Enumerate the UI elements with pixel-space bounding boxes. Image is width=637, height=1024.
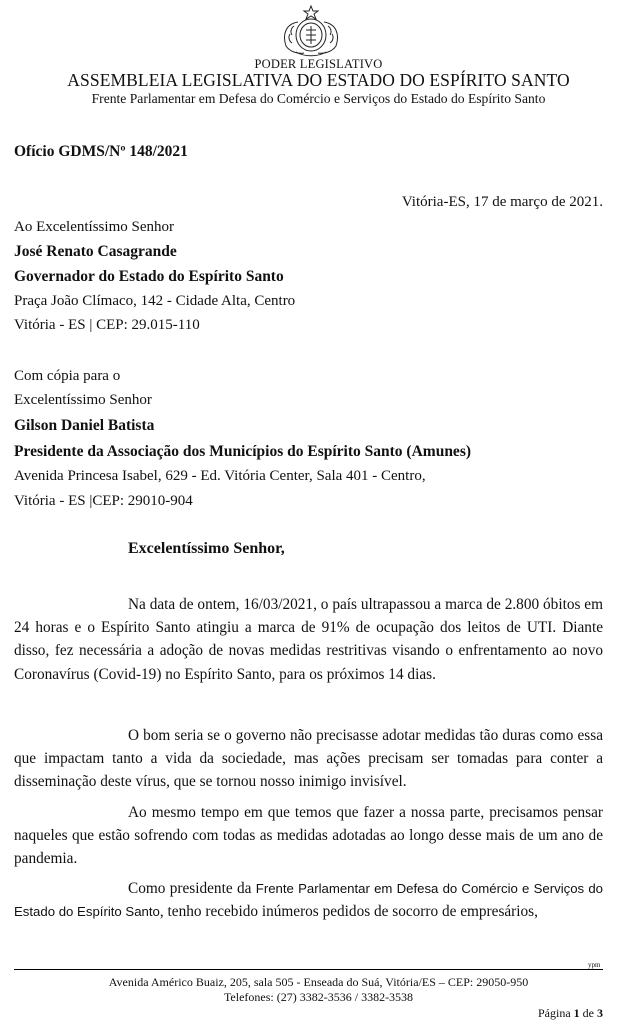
footer-divider [14,969,603,970]
recipient-title: Governador do Estado do Espírito Santo [14,268,284,285]
recipient-name: José Renato Casagrande [14,243,177,260]
recipient-address-line2: Vitória - ES | CEP: 29.015-110 [14,317,200,333]
recipient-greeting: Ao Excelentíssimo Senhor [14,219,174,235]
recipient-address-line1: Praça João Clímaco, 142 - Cidade Alta, Centro [14,293,296,309]
state-coat-of-arms-icon [276,2,346,58]
header-institution: ASSEMBLEIA LEGISLATIVA DO ESTADO DO ESPÍRITO SANTO [67,70,570,90]
salutation: Excelentíssimo Senhor, [128,540,285,557]
body-paragraph-2: O bom seria se o governo não precisasse adotar medidas tão duras como essa que impactam tanto a vida da sociedade, mas ações precisam ser tomadas para conter a disseminação deste vírus, que se tornou nosso inimigo invisível. [14,727,603,791]
oficio-number: Ofício GDMS/Nº 148/2021 [14,143,188,160]
body-paragraph-3: Ao mesmo tempo em que temos que fazer a nossa parte, precisamos pensar naqueles que estão sofrendo com todas as medidas adotadas ao longo desse mais de um ano de pandemia. [14,804,603,868]
footer-address: Avenida Américo Buaiz, 205, sala 505 - Enseada do Suá, Vitória/ES – CEP: 29050-950 [108,975,529,989]
header-branch: PODER LEGISLATIVO [254,57,383,71]
header-front: Frente Parlamentar em Defesa do Comércio e Serviços do Estado do Espírito Santo [91,91,546,106]
footer-phones: Telefones: (27) 3382-3536 / 3382-3538 [223,990,414,1004]
letter-date: Vitória-ES, 17 de março de 2021. [401,194,603,210]
copy-title: Presidente da Associação dos Municípios do Espírito Santo (Amunes) [14,443,472,460]
typist-initials: ypm [588,961,601,969]
copy-greeting: Excelentíssimo Senhor [14,392,152,408]
body-paragraph-1: Na data de ontem, 16/03/2021, o país ultrapassou a marca de 2.800 óbitos em 24 horas e o Espírito Santo atingiu a marca de 91% de ocupação dos leitos de UTI. Diante disso, fez necessária a adoção de novas medidas restritivas visando o enfrentamento ao novo Coronavírus (Covid-19) no Espírito Santo, para os próximos 14 dias. [14,596,603,683]
body-paragraph-4: Como presidente da Frente Parlamentar em Defesa do Comércio e Serviços do Estado do Espírito Santo, tenho recebido inúmeros pedidos de socorro de empresários, [14,880,604,921]
copy-address-line2: Vitória - ES |CEP: 29010-904 [14,493,193,509]
copy-address-line1: Avenida Princesa Isabel, 629 - Ed. Vitória Center, Sala 401 - Centro, [14,468,426,484]
page-number: Página 1 de 3 [538,1006,603,1020]
copy-intro: Com cópia para o [14,368,121,384]
copy-name: Gilson Daniel Batista [14,417,155,434]
